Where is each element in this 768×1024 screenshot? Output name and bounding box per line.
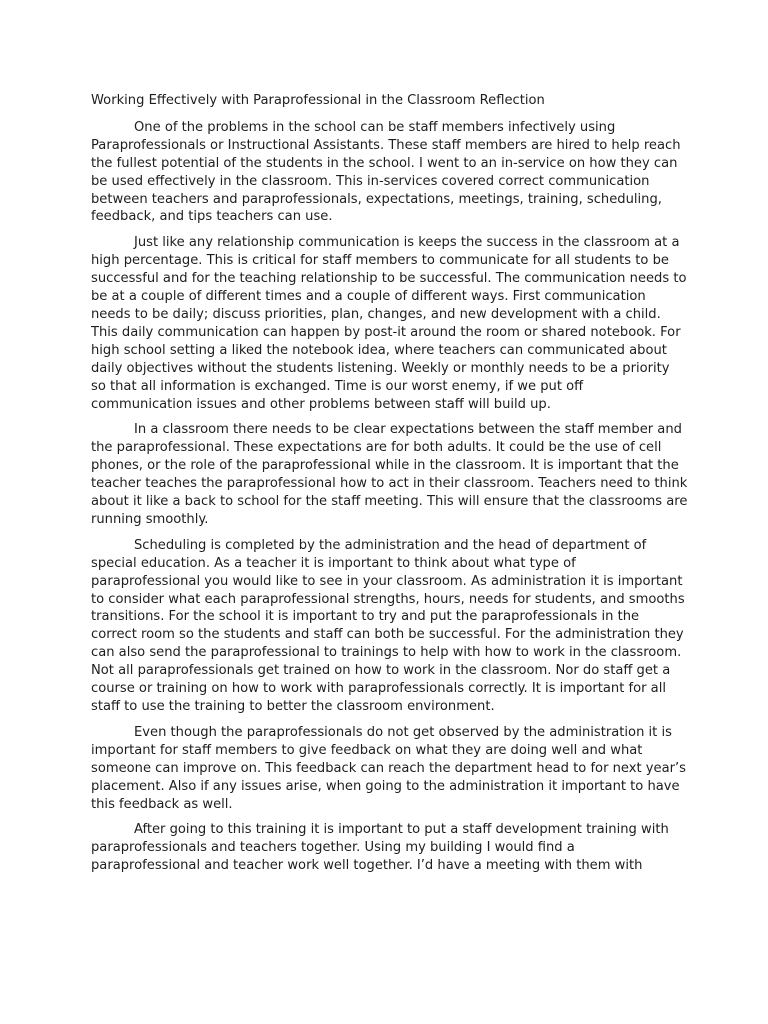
- paragraph-introduction: One of the problems in the school can be staff members infectively using Paraprofessionals or Instructional Assistants. These staff members are hired to help reach the fullest potential of the students in the school. I went to an in-service on how they can be used effectively in the classroom. This in-services covered correct communication between teachers and paraprofessionals, expectations, meetings, training, scheduling, feedback, and tips teachers can use.: [91, 119, 681, 225]
- paragraph-scheduling: Scheduling is completed by the administration and the head of department of special education. As a teacher it is important to think about what type of paraprofessional you would like to see in your classroom. As administration it is important to consider what each paraprofessional strengths, hours, needs for students, and smooths transitions. For the school it is important to try and put the paraprofessionals in the correct room so the students and staff can both be successful. For the administration they can also send the paraprofessional to trainings to help with how to work in the classroom. Not all paraprofessionals get trained on how to work in the classroom. Nor do staff get a course or training on how to work with paraprofessionals correctly. It is important for all staff to use the training to better the classroom environment.: [91, 537, 685, 714]
- paragraph-communication: Just like any relationship communication is keeps the success in the classroom at a high percentage. This is critical for staff members to communicate for all students to be successful and for the teaching relationship to be successful. The communication needs to be at a couple of different times and a couple of different ways. First communication needs to be daily; discuss priorities, plan, changes, and new development with a child. This daily communication can happen by post-it around the room or shared notebook. For high school setting a liked the notebook idea, where teachers can communicated about daily objectives without the students listening. Weekly or monthly needs to be a priority so that all information is exchanged. Time is our worst enemy, if we put off communication issues and other problems between staff will build up.: [91, 235, 687, 412]
- paragraph-feedback: Even though the paraprofessionals do not get observed by the administration it is important for staff members to give feedback on what they are doing well and what someone can improve on. This feedback can reach the department head to for next year’s placement. Also if any issues arise, when going to the administration it important to have this feedback as well.: [91, 724, 686, 812]
- paragraph-training: After going to this training it is important to put a staff development training with paraprofessionals and teachers together. Using my building I would find a paraprofessional and teacher work well together. I’d have a meeting with them with: [91, 822, 669, 874]
- document-title: Working Effectively with Paraprofessional in the Classroom Reflection: [91, 93, 545, 108]
- paragraph-expectations: In a classroom there needs to be clear expectations between the staff member and the paraprofessional. These expectations are for both adults. It could be the use of cell phones, or the role of the paraprofessional while in the classroom. It is important that the teacher teaches the paraprofessional how to act in their classroom. Teachers need to think about it like a back to school for the staff meeting. This will ensure that the classrooms are running smoothly.: [91, 422, 688, 527]
